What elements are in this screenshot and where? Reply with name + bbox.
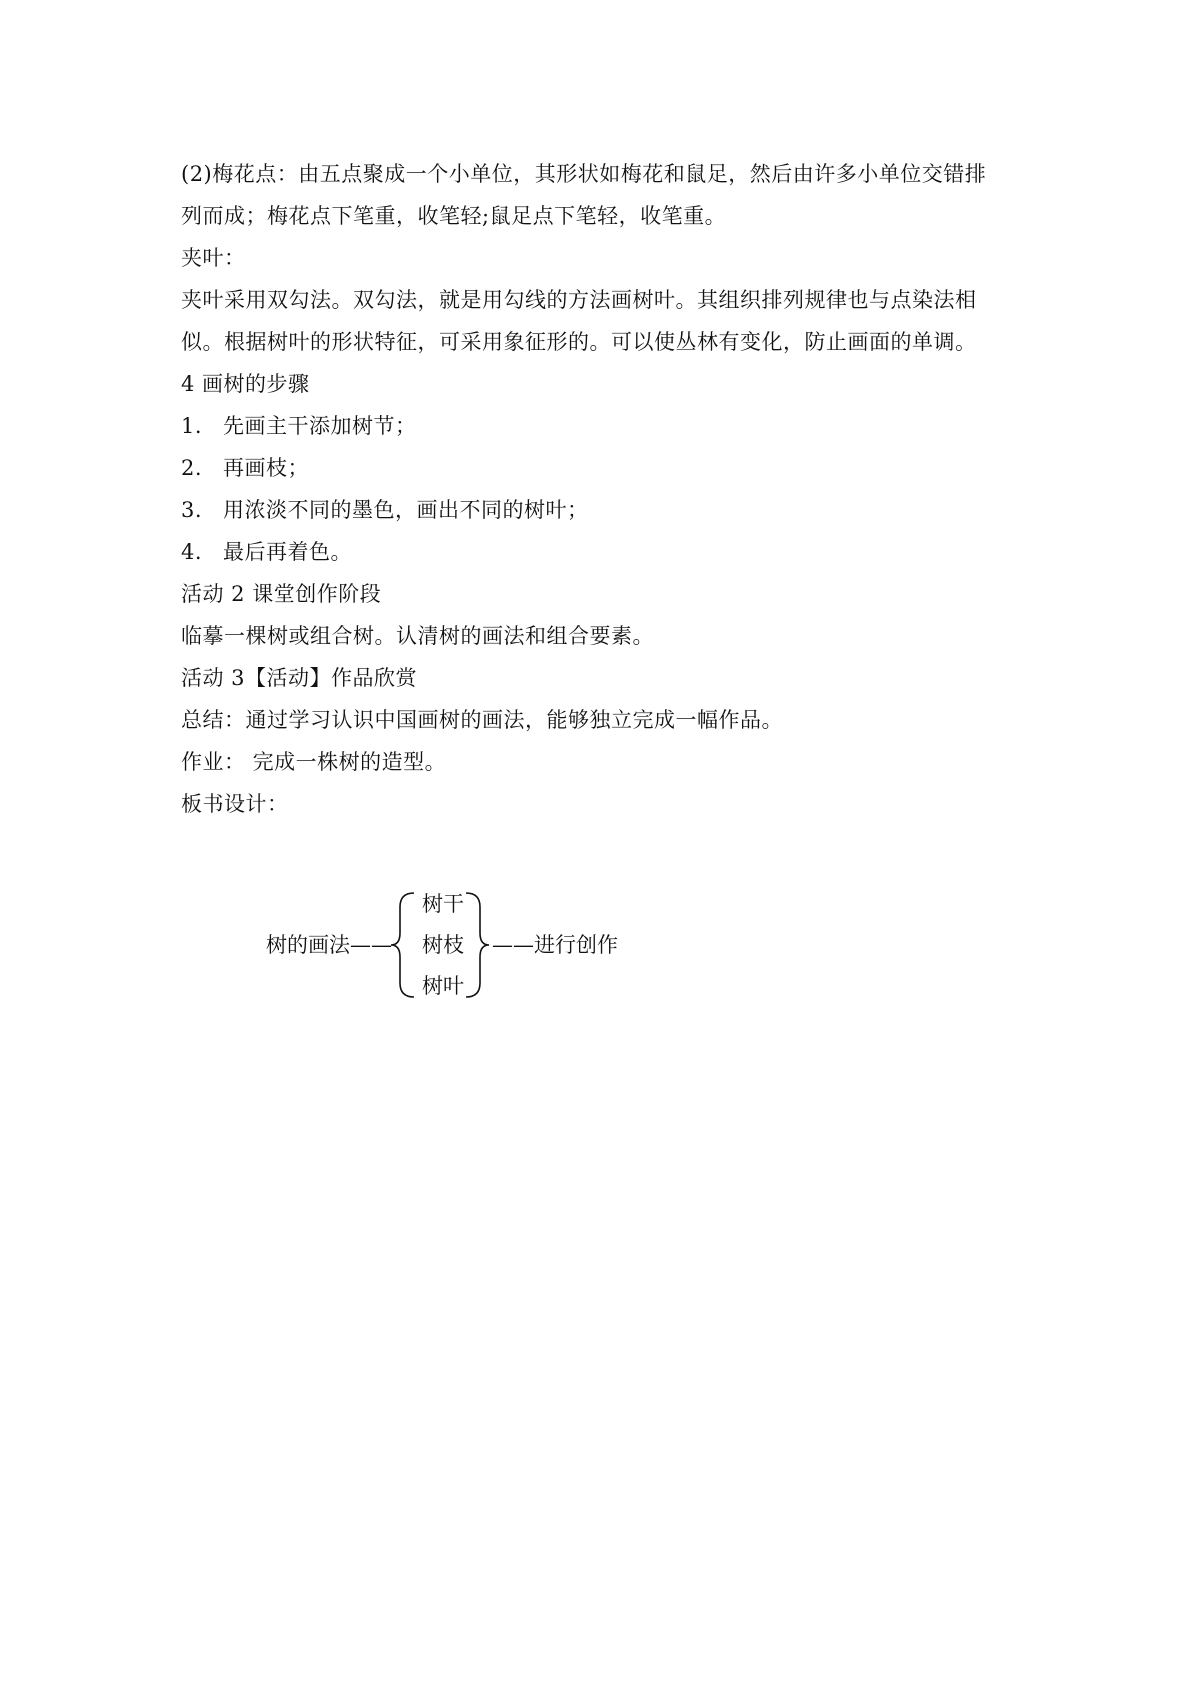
step-number: 1.: [181, 414, 203, 438]
step-text: 用浓淡不同的墨色，画出不同的树叶；: [223, 498, 589, 522]
step-text: 最后再着色。: [223, 540, 352, 564]
summary-text: 总结：通过学习认识中国画树的画法，能够独立完成一幅作品。: [181, 708, 783, 732]
board-left-label: 树的画法——: [266, 933, 392, 957]
board-item-trunk: 树干: [422, 892, 464, 916]
jiaye-line-1: 夹叶采用双勾法。双勾法，就是用勾线的方法画树叶。其组织排列规律也与点染法相: [181, 288, 977, 312]
homework-text: 作业： 完成一株树的造型。: [181, 750, 447, 774]
step-item-2: [181, 447, 1021, 489]
jiaye-heading: 夹叶：: [181, 246, 246, 270]
step-item-1: [181, 405, 1021, 447]
jiaye-line-2: 似。根据树叶的形状特征，可采用象征形的。可以使丛林有变化，防止画面的单调。: [181, 330, 977, 354]
step-text: 再画枝；: [223, 456, 309, 480]
board-item-leaf: 树叶: [422, 974, 464, 998]
step-item-4: [181, 531, 1021, 573]
document-body: [181, 153, 1021, 825]
activity-2-text: 临摹一棵树或组合树。认清树的画法和组合要素。: [181, 624, 654, 648]
board-design-diagram: [266, 880, 686, 1010]
activity-3-heading: 活动 3【活动】作品欣赏: [181, 666, 418, 690]
plum-point-line-2: 列而成；梅花点下笔重，收笔轻;鼠足点下笔轻，收笔重。: [181, 204, 727, 228]
step-number: 3.: [181, 498, 203, 522]
board-item-branch: 树枝: [422, 933, 464, 957]
activity-2-heading: 活动 2 课堂创作阶段: [181, 582, 382, 606]
board-design-heading: 板书设计：: [181, 792, 289, 816]
step-number: 2.: [181, 456, 203, 480]
step-text: 先画主干添加树节；: [223, 414, 417, 438]
board-right-label: ——进行创作: [492, 933, 618, 957]
steps-heading: 4 画树的步骤: [181, 372, 310, 396]
step-number: 4.: [181, 540, 203, 564]
plum-point-line-1: (2)梅花点：由五点聚成一个小单位，其形状如梅花和鼠足，然后由许多小单位交错排: [181, 162, 987, 186]
step-item-3: [181, 489, 1021, 531]
